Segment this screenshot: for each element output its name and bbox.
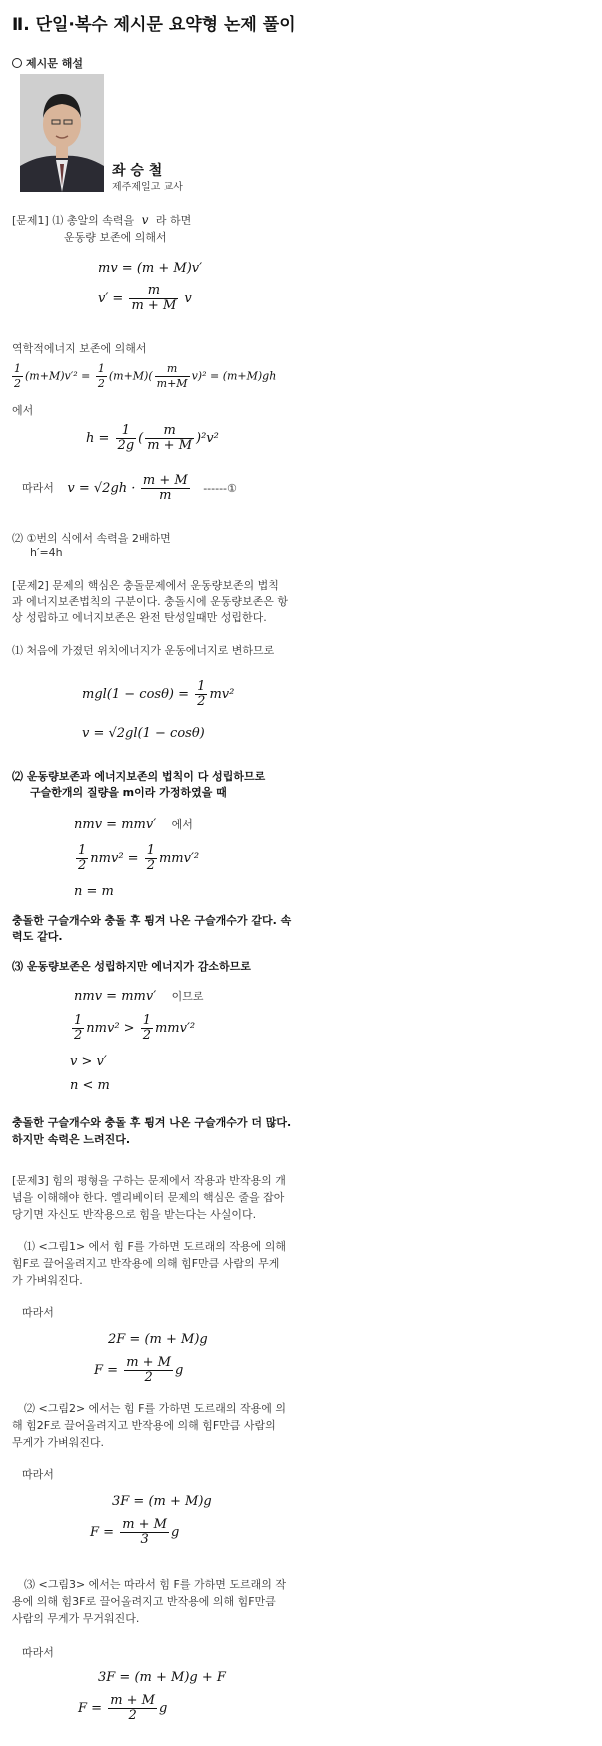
problem1-intro-end: 라 하면 bbox=[155, 214, 192, 227]
problem3-line2: 념을 이해해야 한다. 엘리베이터 문제의 핵심은 줄을 잡아 bbox=[12, 1191, 285, 1204]
problem2-part3-result1: 충돌한 구슬개수와 충돌 후 튕겨 나온 구슬개수가 더 많다. bbox=[12, 1116, 292, 1129]
eq9-num-left: 1 bbox=[78, 843, 87, 858]
equation-energy bbox=[10, 362, 276, 391]
velocity-symbol: v bbox=[141, 213, 149, 227]
ttara-2: 따라서 bbox=[22, 1306, 54, 1319]
eq2-right: v bbox=[184, 291, 192, 306]
eq3-frac-den: m+M bbox=[156, 377, 188, 390]
circle-bullet-icon bbox=[12, 58, 22, 68]
half-fraction-2 bbox=[96, 362, 107, 391]
section-heading bbox=[12, 55, 83, 71]
eq2-fraction bbox=[129, 284, 178, 313]
eq12-mid: nmv² > bbox=[86, 1021, 135, 1036]
problem3-part1-line1: ⑴ <그림1> 에서 힘 F를 가하면 도르래의 작용에 의해 bbox=[24, 1240, 286, 1253]
eq9-frac-right bbox=[145, 844, 157, 873]
ttara-3: 따라서 bbox=[22, 1468, 54, 1481]
eq18-left: F = bbox=[90, 1525, 115, 1540]
eq9-frac-left bbox=[76, 844, 88, 873]
eq5-left: v = √2gh · bbox=[67, 480, 136, 496]
eq9-right: mmv′² bbox=[158, 851, 200, 866]
eq3-a: (m+M)v′² = bbox=[25, 369, 91, 383]
problem2-part2-result1: 충돌한 구슬개수와 충돌 후 튕겨 나온 구슬개수가 같다. 속 bbox=[12, 914, 292, 927]
problem3-part1-line2: 힘F로 끌어올려지고 반작용에 의해 힘F만큼 사람의 무게 bbox=[12, 1257, 280, 1270]
eq2-num: m bbox=[129, 284, 178, 299]
eq4-num: 1 bbox=[116, 424, 137, 439]
equation-height: h = $\frac{1}{2g}$ ( $\frac{m}{m + M}$ )²v² bbox=[86, 423, 219, 453]
eq3-frac-num: m bbox=[155, 362, 190, 377]
equation-2F: 2F = (m + M)g bbox=[108, 1332, 208, 1347]
eq2-left: v′ = bbox=[98, 291, 124, 306]
problem1-answer: h′=4h bbox=[30, 546, 63, 559]
equation-F-final bbox=[78, 1694, 167, 1723]
half-den: 2 bbox=[14, 377, 21, 390]
problem3-part1-line3: 가 가벼워진다. bbox=[12, 1274, 83, 1287]
equation-energy-2 bbox=[74, 844, 199, 873]
eq4-left: h = bbox=[86, 431, 110, 446]
eq6-den: 2 bbox=[197, 694, 206, 709]
eq11: nmv = mmv′ bbox=[74, 989, 157, 1004]
eq6-left: mgl(1 − cosθ) = bbox=[82, 687, 190, 702]
eseo-text: 에서 bbox=[12, 404, 34, 417]
equation-v-compare: v > v′ bbox=[70, 1054, 107, 1069]
problem1-line1 bbox=[12, 212, 191, 228]
eq18-num: m + M bbox=[122, 1517, 167, 1532]
eq16-frac bbox=[124, 1356, 173, 1385]
eq12-frac-left bbox=[72, 1014, 84, 1043]
eq4-right: )²v² bbox=[196, 431, 219, 446]
problem3-part2-line3: 무게가 가벼워진다. bbox=[12, 1436, 105, 1449]
eq4-frac bbox=[116, 424, 137, 453]
eq16-left: F = bbox=[94, 1363, 119, 1378]
equation-momentum-2 bbox=[74, 816, 193, 832]
equation-velocity-result bbox=[22, 474, 237, 503]
eq12-frac-right bbox=[141, 1014, 153, 1043]
problem2-part2-line1: ⑵ 운동량보존과 에너지보존의 법칙이 다 성립하므로 bbox=[12, 770, 266, 783]
author-portrait-icon bbox=[20, 74, 104, 192]
eq6-frac bbox=[195, 680, 207, 709]
equation-3F-plus-F: 3F = (m + M)g + F bbox=[98, 1670, 226, 1685]
problem2-line3: 상 성립하고 에너지보존은 완전 탄성일때만 성립한다. bbox=[12, 611, 267, 624]
eq5-den: m bbox=[159, 488, 172, 503]
eq3-fraction bbox=[155, 362, 190, 391]
eq20-den: 2 bbox=[128, 1708, 137, 1723]
problem2-part3: ⑶ 운동량보존은 성립하지만 에너지가 감소하므로 bbox=[12, 960, 251, 973]
eq9-num-right: 1 bbox=[146, 843, 155, 858]
eq5-frac bbox=[141, 474, 190, 503]
page-title: Ⅱ. 단일·복수 제시문 요약형 논제 풀이 bbox=[12, 15, 296, 35]
eq4-mid-den: m + M bbox=[147, 438, 193, 453]
eq12-num-right: 1 bbox=[142, 1013, 151, 1028]
eq8-tail: 에서 bbox=[171, 818, 193, 831]
equation-energy-3 bbox=[70, 1014, 195, 1043]
problem3-part3-line3: 사람의 무게가 무거워진다. bbox=[12, 1612, 140, 1625]
eq3-c: v)² = (m+M)gh bbox=[191, 369, 277, 383]
eq5-mark: ------① bbox=[203, 481, 237, 495]
problem2-line2: 과 에너지보존법칙의 구분이다. 충돌시에 운동량보존은 항 bbox=[12, 595, 289, 608]
eq16-right: g bbox=[174, 1363, 184, 1378]
eq12-den-right: 2 bbox=[142, 1028, 151, 1043]
equation-F-half bbox=[94, 1356, 183, 1385]
eq20-right: g bbox=[158, 1701, 168, 1716]
ttara-1: 따라서 bbox=[22, 481, 54, 495]
problem2-part2-result2: 력도 같다. bbox=[12, 930, 63, 943]
eq18-den: 3 bbox=[140, 1532, 149, 1547]
equation-pendulum-velocity: v = √2gl(1 − cosθ) bbox=[82, 726, 205, 741]
author-title: 제주제일고 교사 bbox=[112, 182, 183, 193]
author-name: 좌 승 철 bbox=[112, 163, 163, 179]
problem3-part3-line1: ⑶ <그림3> 에서는 따라서 힘 F를 가하면 도르래의 작 bbox=[24, 1578, 286, 1591]
problem1-line2: 운동량 보존에 의해서 bbox=[64, 231, 167, 244]
problem3-line3: 당기면 자신도 반작용으로 힘을 받는다는 사실이다. bbox=[12, 1208, 257, 1221]
eq4-mid-frac bbox=[145, 424, 194, 453]
equation-3F: 3F = (m + M)g bbox=[112, 1494, 212, 1509]
problem3-part2-line2: 해 힘2F로 끌어올려지고 반작용에 의해 힘F만큼 사람의 bbox=[12, 1419, 276, 1432]
problem2-part2-line2: 구슬한개의 질량을 m이라 가정하였을 때 bbox=[30, 786, 227, 799]
eq3-b: (m+M)( bbox=[108, 369, 153, 383]
eq20-num: m + M bbox=[110, 1693, 155, 1708]
half-fraction bbox=[12, 362, 23, 391]
equation-potential bbox=[82, 680, 234, 709]
problem2-line1: [문제2] 문제의 핵심은 충돌문제에서 운동량보존의 법칙 bbox=[12, 579, 279, 592]
eq8: nmv = mmv′ bbox=[74, 817, 157, 832]
equation-n-compare: n < m bbox=[70, 1078, 110, 1093]
eq6-right: mv² bbox=[209, 687, 235, 702]
equation-F-third bbox=[90, 1518, 179, 1547]
half-den-2: 2 bbox=[97, 377, 105, 390]
eq18-right: g bbox=[170, 1525, 180, 1540]
eq20-frac bbox=[108, 1694, 157, 1723]
ttara-4: 따라서 bbox=[22, 1646, 54, 1659]
eq9-den-left: 2 bbox=[78, 858, 87, 873]
problem1-intro: [문제1] ⑴ 총알의 속력을 bbox=[12, 214, 135, 227]
problem2-part1: ⑴ 처음에 가졌던 위치에너지가 운동에너지로 변하므로 bbox=[12, 644, 275, 657]
problem3-part3-line2: 용에 의해 힘3F로 끌어올려지고 반작용에 의해 힘F만큼 bbox=[12, 1595, 276, 1608]
section-label: 제시문 해설 bbox=[26, 57, 83, 70]
equation-n-equals-m: n = m bbox=[74, 884, 114, 899]
eq6-num: 1 bbox=[197, 679, 206, 694]
eq16-den: 2 bbox=[144, 1370, 153, 1385]
eq12-num-left: 1 bbox=[74, 1013, 83, 1028]
eq12-den-left: 2 bbox=[74, 1028, 83, 1043]
equation-momentum: mv = (m + M)v′ bbox=[98, 261, 203, 276]
problem3-part2-line1: ⑵ <그림2> 에서는 힘 F를 가하면 도르래의 작용에 의 bbox=[24, 1402, 286, 1415]
eq4-mid-num: m bbox=[145, 424, 194, 439]
eq20-left: F = bbox=[78, 1701, 103, 1716]
eq4-den: 2g bbox=[117, 438, 135, 453]
eq5-num: m + M bbox=[142, 473, 188, 488]
equation-momentum-3 bbox=[74, 988, 204, 1004]
equation-velocity-after bbox=[98, 284, 192, 313]
eq12-right: mmv′² bbox=[154, 1021, 196, 1036]
problem3-line1: [문제3] 힘의 평형을 구하는 문제에서 작용과 반작용의 개 bbox=[12, 1174, 286, 1187]
eq16-num: m + M bbox=[126, 1355, 171, 1370]
half-num-2: 1 bbox=[97, 362, 105, 375]
eq11-tail: 이므로 bbox=[171, 990, 204, 1003]
problem2-part3-result2: 하지만 속력은 느려진다. bbox=[12, 1133, 131, 1146]
eq18-frac bbox=[120, 1518, 169, 1547]
half-num: 1 bbox=[14, 362, 21, 375]
author-photo bbox=[20, 74, 104, 192]
mechanical-energy-text: 역학적에너지 보존에 의해서 bbox=[12, 342, 147, 355]
eq2-den: m + M bbox=[131, 298, 177, 313]
problem1-part2: ⑵ ①번의 식에서 속력을 2배하면 bbox=[12, 532, 171, 545]
eq9-mid: nmv² = bbox=[90, 851, 139, 866]
eq9-den-right: 2 bbox=[146, 858, 155, 873]
